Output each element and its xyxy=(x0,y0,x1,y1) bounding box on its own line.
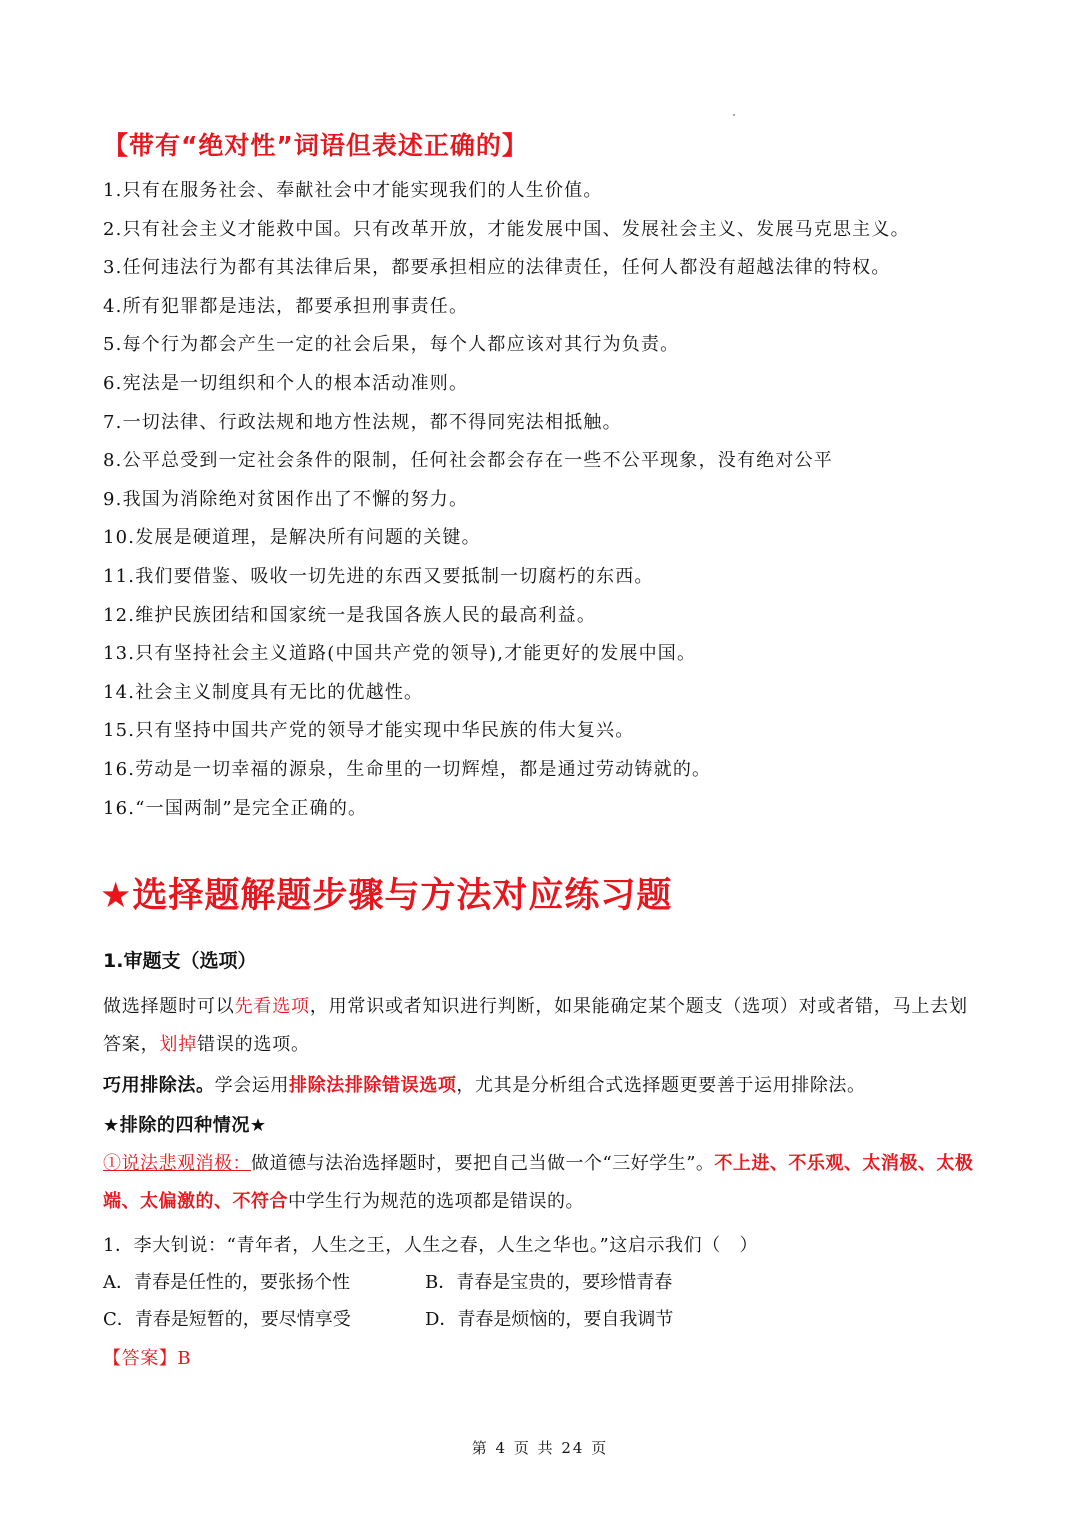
four-cases-heading: ★排除的四种情况★ xyxy=(103,1115,267,1136)
list-item: 7.一切法律、行政法规和地方性法规，都不得同宪法相抵触。 xyxy=(103,411,622,433)
section2-heading: ★选择题解题步骤与方法对应练习题 xyxy=(100,876,673,916)
instruction-paragraph xyxy=(103,988,983,1064)
case1-text: 中学生行为规范的选项都是错误的。 xyxy=(288,1191,584,1212)
para-text: 错误的选项。 xyxy=(197,1034,310,1055)
tip-text: ，尤其是分析组合式选择题更要善于运用排除法。 xyxy=(456,1075,866,1096)
tip-highlight: 排除法排除错误选项 xyxy=(289,1075,457,1096)
list-item: 13.只有坚持社会主义道路(中国共产党的领导),才能更好的发展中国。 xyxy=(103,643,697,665)
list-item: 5.每个行为都会产生一定的社会后果，每个人都应该对其行为负责。 xyxy=(103,334,680,356)
list-item: 11.我们要借鉴、吸收一切先进的东西又要抵制一切腐朽的东西。 xyxy=(103,565,654,587)
stray-dot xyxy=(733,114,735,116)
section1-heading: 【带有“绝对性”词语但表述正确的】 xyxy=(103,131,528,160)
list-item: 10.发展是硬道理，是解决所有问题的关键。 xyxy=(103,527,481,549)
list-item: 14.社会主义制度具有无比的优越性。 xyxy=(103,681,424,703)
list-item: 1.只有在服务社会、奉献社会中才能实现我们的人生价值。 xyxy=(103,180,603,201)
list-item: 12.维护民族团结和国家统一是我国各族人民的最高利益。 xyxy=(103,604,597,626)
tip-label: 巧用排除法。 xyxy=(103,1075,215,1096)
list-item: 8.公平总受到一定社会条件的限制，任何社会都会存在一些不公平现象，没有绝对公平 xyxy=(103,450,833,472)
para-text: 做选择题时可以 xyxy=(103,996,235,1017)
list-item: 3.任何违法行为都有其法律后果，都要承担相应的法律责任，任何人都没有超越法律的特权。 xyxy=(103,257,891,279)
step-subheading: 1.审题支（选项） xyxy=(103,950,257,972)
statement-list xyxy=(103,172,1003,828)
case1-highlight: 不上进、不乐观、太消极、太极端、太偏激的、不符合 xyxy=(103,1153,974,1212)
list-item: 2.只有社会主义才能救中国。只有改革开放，才能发展中国、发展社会主义、发展马克思主义。 xyxy=(103,218,910,240)
tip-text: 学会运用 xyxy=(214,1075,290,1096)
answer-line xyxy=(103,1344,191,1370)
highlight-text: 划掉 xyxy=(159,1034,198,1055)
option-d: D．青春是烦恼的，要自我调节 xyxy=(425,1309,674,1330)
case1-paragraph xyxy=(103,1145,983,1221)
elimination-tip xyxy=(103,1071,866,1097)
option-b: B．青春是宝贵的，要珍惜青春 xyxy=(425,1272,673,1293)
list-item: 4.所有犯罪都是违法，都要承担刑事责任。 xyxy=(103,295,469,317)
para-text: ，用常识或者知识进行判断，如果能确定某个题支（选项）对或者错，马上去划答案， xyxy=(103,996,968,1055)
answer-label: 【答案】 xyxy=(103,1348,178,1369)
option-c: C．青春是短暂的，要尽情享受 xyxy=(103,1309,351,1330)
case1-label: ①说法悲观消极： xyxy=(103,1153,251,1174)
list-item: 16.“一国两制”是完全正确的。 xyxy=(103,797,368,819)
list-item: 6.宪法是一切组织和个人的根本活动准则。 xyxy=(103,372,469,394)
case1-text: 做道德与法治选择题时，要把自己当做一个“三好学生”。 xyxy=(251,1153,715,1174)
page-footer: 第 4 页 共 24 页 xyxy=(471,1439,609,1457)
list-item: 16.劳动是一切幸福的源泉，生命里的一切辉煌，都是通过劳动铸就的。 xyxy=(103,758,712,780)
answer-value: B xyxy=(177,1348,192,1369)
list-item: 15.只有坚持中国共产党的领导才能实现中华民族的伟大复兴。 xyxy=(103,720,635,742)
option-a: A．青春是任性的，要张扬个性 xyxy=(103,1272,350,1293)
highlight-text: 先看选项 xyxy=(234,996,310,1017)
list-item: 9.我国为消除绝对贫困作出了不懈的努力。 xyxy=(103,488,469,510)
question-text: 1．李大钊说：“青年者，人生之王，人生之春，人生之华也。”这启示我们（ ） xyxy=(103,1235,759,1256)
